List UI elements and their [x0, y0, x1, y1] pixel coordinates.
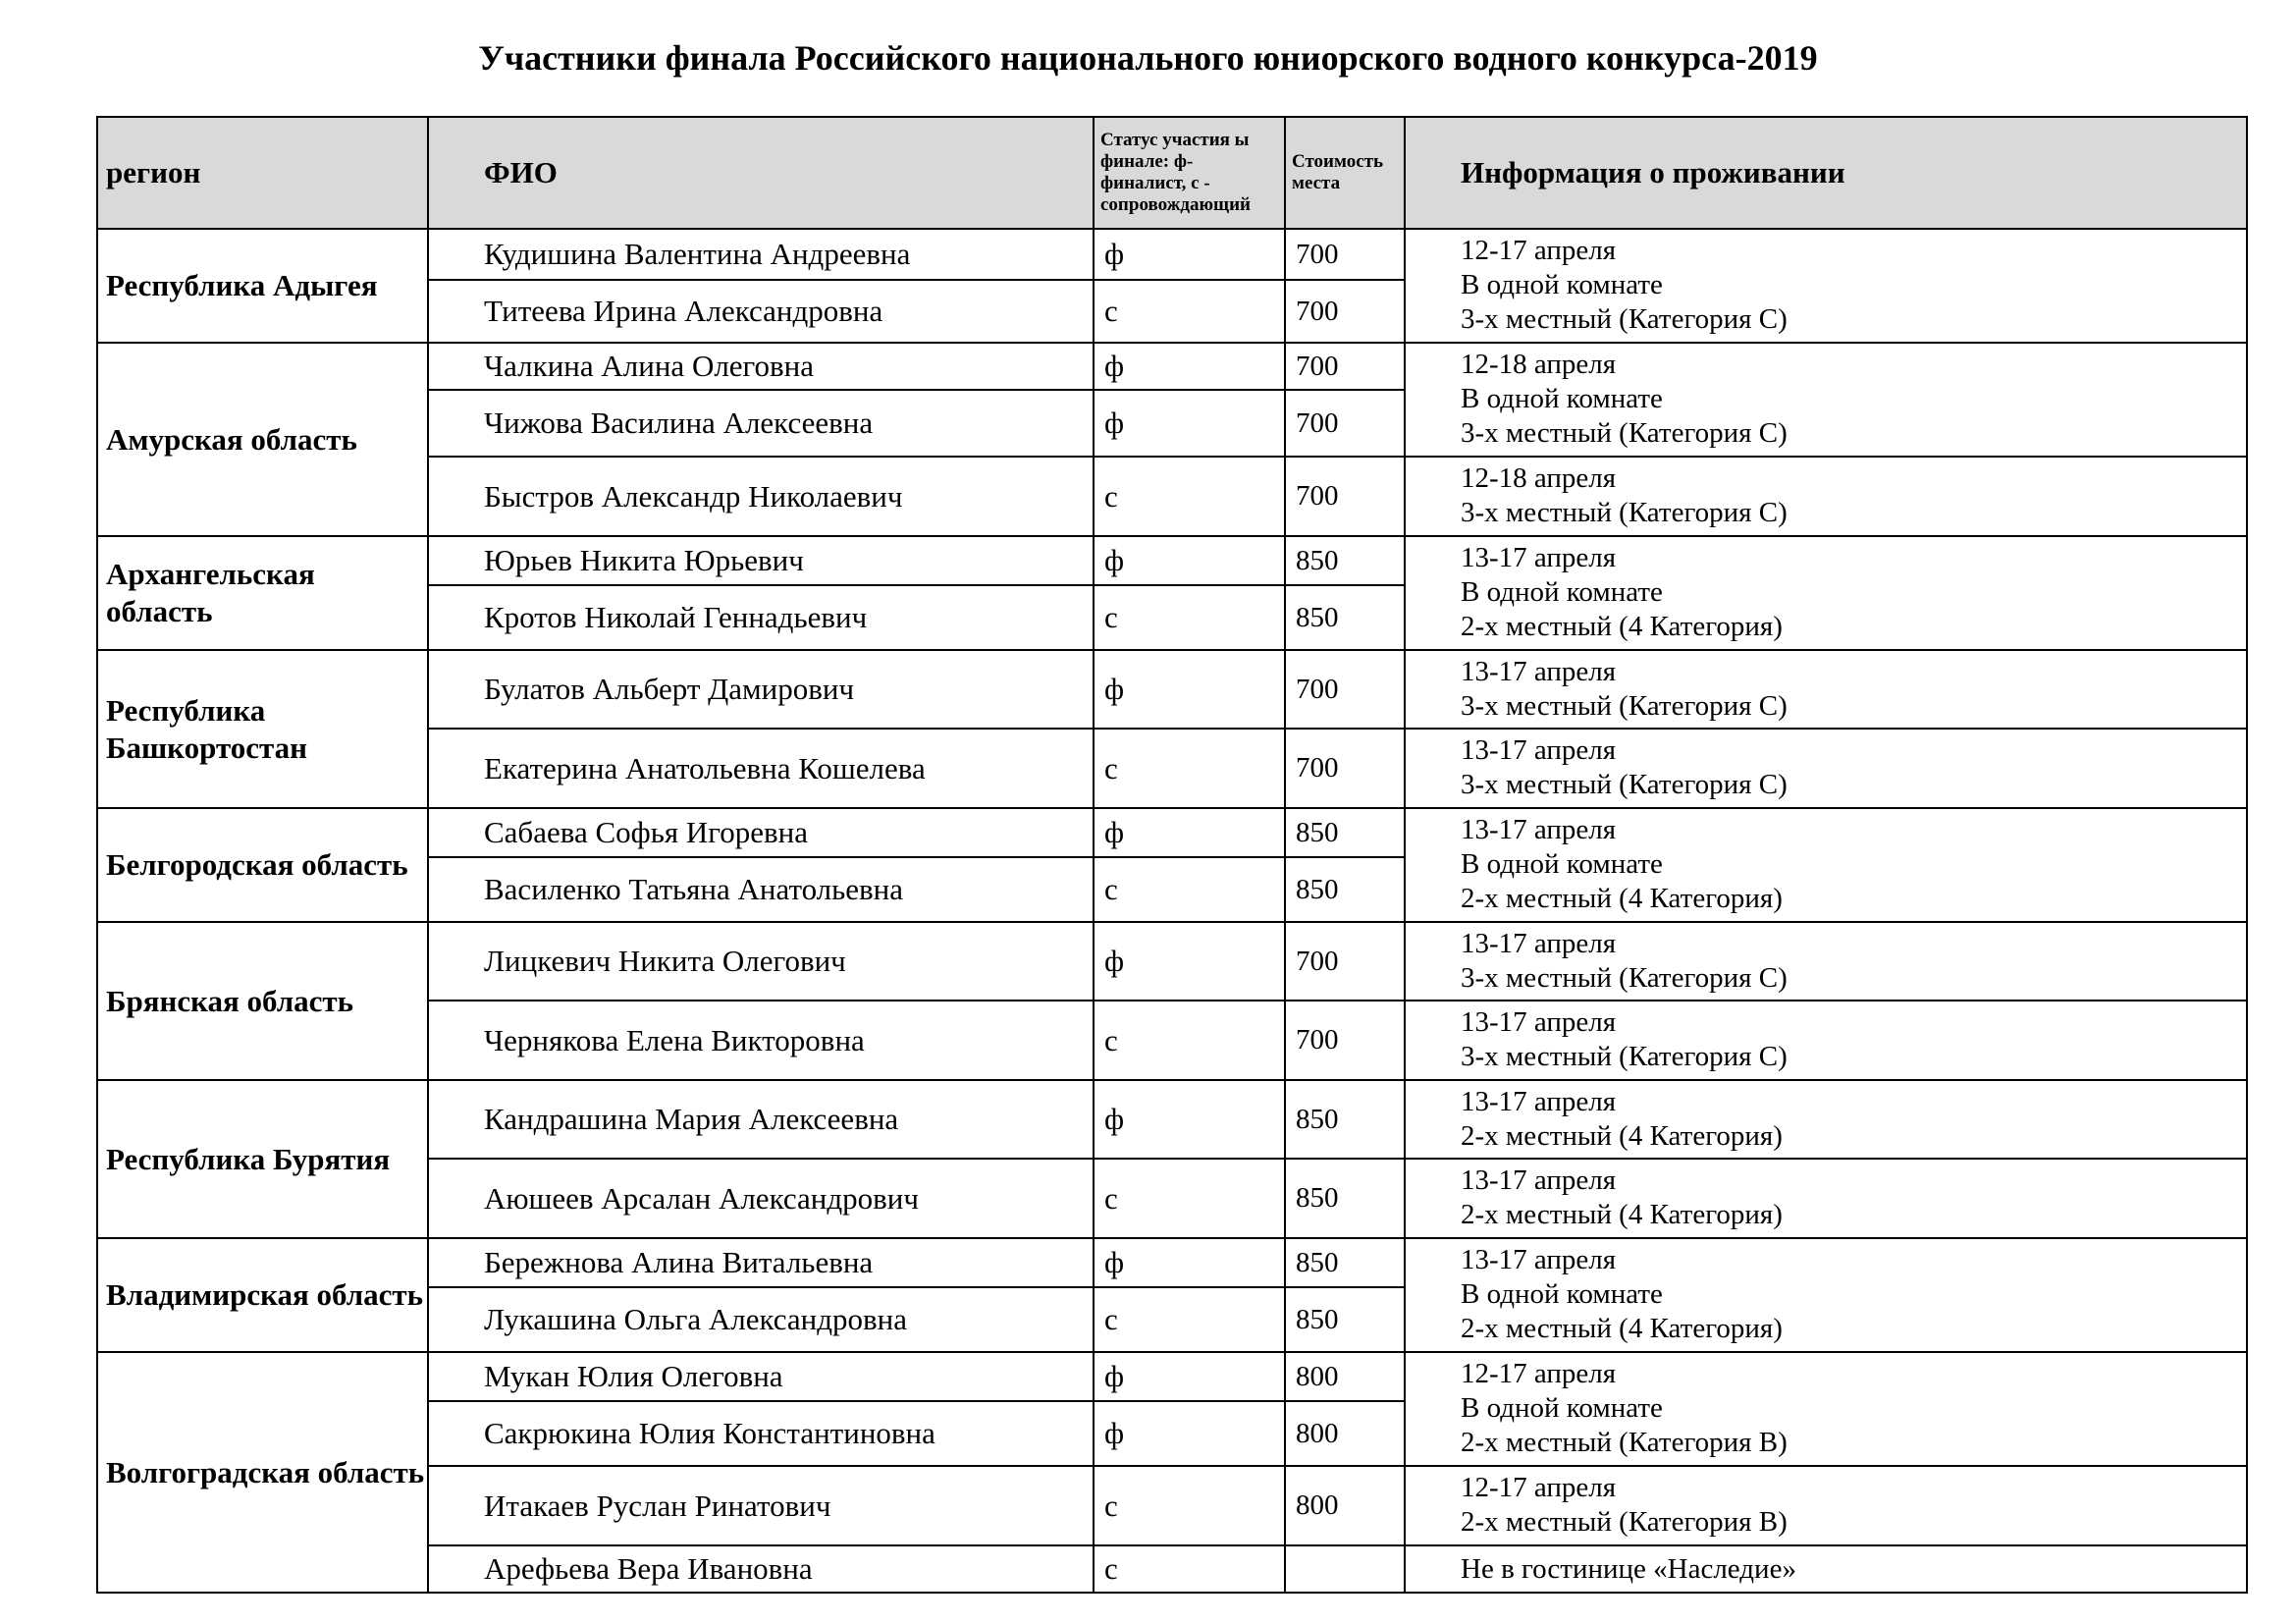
info-cell — [1405, 457, 2247, 536]
cost-cell: 700 — [1285, 922, 1405, 1001]
fio-cell: Быстров Александр Николаевич — [428, 457, 1094, 536]
region-cell: Волгоградская область — [97, 1352, 428, 1593]
info-line: 3-х местный (Категория С) — [1461, 417, 1788, 449]
info-line: 12-18 апреля — [1461, 349, 1617, 380]
info-line: В одной комнате — [1461, 576, 1663, 608]
info-line: 12-17 апреля — [1461, 235, 1617, 266]
table-row — [97, 808, 2247, 857]
fio-cell: Юрьев Никита Юрьевич — [428, 536, 1094, 585]
header-row — [97, 117, 2247, 229]
status-cell: ф — [1094, 1238, 1285, 1287]
region-cell: Амурская область — [97, 343, 428, 536]
info-cell — [1405, 1545, 2247, 1593]
fio-cell: Бережнова Алина Витальевна — [428, 1238, 1094, 1287]
info-line: В одной комнате — [1461, 848, 1663, 880]
info-cell — [1405, 1001, 2247, 1080]
status-cell: ф — [1094, 229, 1285, 280]
status-cell: ф — [1094, 1401, 1285, 1466]
cost-cell: 850 — [1285, 1238, 1405, 1287]
status-cell: с — [1094, 1545, 1285, 1593]
info-cell — [1405, 1238, 2247, 1352]
info-line: В одной комнате — [1461, 383, 1663, 414]
fio-cell: Чернякова Елена Викторовна — [428, 1001, 1094, 1080]
column-header-region: регион — [97, 117, 428, 229]
fio-cell: Итакаев Руслан Ринатович — [428, 1466, 1094, 1545]
fio-cell: Булатов Альберт Дамирович — [428, 650, 1094, 729]
fio-cell: Чижова Василина Алексеевна — [428, 390, 1094, 457]
fio-cell: Сакрюкина Юлия Константиновна — [428, 1401, 1094, 1466]
cost-cell: 850 — [1285, 808, 1405, 857]
column-header-status: Статус участия ы финале: ф- финалист, с - сопровождающий — [1094, 117, 1285, 229]
column-header-cost: Стоимость места — [1285, 117, 1405, 229]
fio-cell: Чалкина Алина Олеговна — [428, 343, 1094, 390]
info-line: 13-17 апреля — [1461, 1244, 1617, 1275]
cost-cell: 850 — [1285, 1159, 1405, 1238]
info-line: 2-х местный (Категория В) — [1461, 1506, 1788, 1538]
info-cell — [1405, 1080, 2247, 1159]
column-header-info: Информация о проживании — [1405, 117, 2247, 229]
info-line: 13-17 апреля — [1461, 1164, 1617, 1196]
info-line: 13-17 апреля — [1461, 542, 1617, 573]
info-cell — [1405, 1159, 2247, 1238]
cost-cell: 800 — [1285, 1352, 1405, 1401]
info-line: 13-17 апреля — [1461, 656, 1617, 687]
cost-cell: 800 — [1285, 1401, 1405, 1466]
status-cell: с — [1094, 1001, 1285, 1080]
info-cell — [1405, 1352, 2247, 1466]
info-cell — [1405, 1466, 2247, 1545]
info-cell — [1405, 922, 2247, 1001]
fio-cell: Лицкевич Никита Олегович — [428, 922, 1094, 1001]
status-cell: с — [1094, 729, 1285, 808]
fio-cell: Кандрашина Мария Алексеевна — [428, 1080, 1094, 1159]
info-line: 3-х местный (Категория С) — [1461, 690, 1788, 722]
info-cell — [1405, 229, 2247, 343]
cost-cell: 700 — [1285, 343, 1405, 390]
status-cell: ф — [1094, 922, 1285, 1001]
info-line: 2-х местный (4 Категория) — [1461, 1313, 1783, 1344]
status-cell: с — [1094, 1466, 1285, 1545]
info-cell — [1405, 343, 2247, 457]
fio-cell: Сабаева Софья Игоревна — [428, 808, 1094, 857]
status-cell: ф — [1094, 1352, 1285, 1401]
fio-cell: Василенко Татьяна Анатольевна — [428, 857, 1094, 922]
status-cell: с — [1094, 585, 1285, 650]
status-cell: с — [1094, 857, 1285, 922]
status-cell: с — [1094, 280, 1285, 343]
table-row — [97, 922, 2247, 1001]
cost-cell: 850 — [1285, 1287, 1405, 1352]
status-cell: с — [1094, 1287, 1285, 1352]
fio-cell: Арефьева Вера Ивановна — [428, 1545, 1094, 1593]
table-row — [97, 1238, 2247, 1287]
cost-cell: 850 — [1285, 536, 1405, 585]
region-cell: Республика Бурятия — [97, 1080, 428, 1238]
info-line: 12-18 апреля — [1461, 462, 1617, 494]
fio-cell: Кротов Николай Геннадьевич — [428, 585, 1094, 650]
fio-cell: Мукан Юлия Олеговна — [428, 1352, 1094, 1401]
cost-cell: 700 — [1285, 390, 1405, 457]
info-line: 3-х местный (Категория С) — [1461, 497, 1788, 528]
cost-cell: 850 — [1285, 857, 1405, 922]
status-cell: ф — [1094, 536, 1285, 585]
status-cell: ф — [1094, 650, 1285, 729]
status-cell: с — [1094, 1159, 1285, 1238]
region-cell: Белгородская область — [97, 808, 428, 922]
fio-cell: Кудишина Валентина Андреевна — [428, 229, 1094, 280]
info-line: 13-17 апреля — [1461, 814, 1617, 845]
info-line: В одной комнате — [1461, 269, 1663, 300]
info-line: 13-17 апреля — [1461, 734, 1617, 766]
region-cell: Республика Адыгея — [97, 229, 428, 343]
cost-cell: 700 — [1285, 280, 1405, 343]
status-cell: ф — [1094, 808, 1285, 857]
info-cell — [1405, 650, 2247, 729]
fio-cell: Екатерина Анатольевна Кошелева — [428, 729, 1094, 808]
cost-cell — [1285, 1545, 1405, 1593]
participants-table — [96, 116, 2248, 1594]
info-line: 3-х местный (Категория С) — [1461, 769, 1788, 800]
info-cell — [1405, 808, 2247, 922]
table-row — [97, 536, 2247, 585]
cost-cell: 700 — [1285, 1001, 1405, 1080]
info-line: 12-17 апреля — [1461, 1358, 1617, 1389]
info-line: 2-х местный (Категория В) — [1461, 1427, 1788, 1458]
page-title: Участники финала Российского национального юниорского водного конкурса-2019 — [478, 38, 1818, 78]
fio-cell: Титеева Ирина Александровна — [428, 280, 1094, 343]
info-line: В одной комнате — [1461, 1392, 1663, 1424]
region-cell: Брянская область — [97, 922, 428, 1080]
info-line: 2-х местный (4 Категория) — [1461, 1120, 1783, 1152]
info-line: В одной комнате — [1461, 1278, 1663, 1310]
info-line: 3-х местный (Категория С) — [1461, 303, 1788, 335]
info-line: 13-17 апреля — [1461, 1086, 1617, 1117]
info-line: 13-17 апреля — [1461, 1006, 1617, 1038]
info-line: Не в гостинице «Наследие» — [1461, 1552, 1796, 1585]
table-row — [97, 1080, 2247, 1159]
info-line: 13-17 апреля — [1461, 928, 1617, 959]
info-line: 12-17 апреля — [1461, 1472, 1617, 1503]
cost-cell: 700 — [1285, 729, 1405, 808]
table-row — [97, 1352, 2247, 1401]
status-cell: ф — [1094, 390, 1285, 457]
region-cell: Республика Башкортостан — [97, 650, 428, 808]
info-line: 3-х местный (Категория С) — [1461, 962, 1788, 994]
cost-cell: 850 — [1285, 1080, 1405, 1159]
table-row — [97, 229, 2247, 280]
info-cell — [1405, 729, 2247, 808]
cost-cell: 700 — [1285, 650, 1405, 729]
info-line: 3-х местный (Категория С) — [1461, 1041, 1788, 1072]
info-line: 2-х местный (4 Категория) — [1461, 611, 1783, 642]
column-header-fio: ФИО — [428, 117, 1094, 229]
table-row — [97, 343, 2247, 390]
table-row — [97, 650, 2247, 729]
region-cell: Архангельская область — [97, 536, 428, 650]
region-cell: Владимирская область — [97, 1238, 428, 1352]
cost-cell: 700 — [1285, 457, 1405, 536]
fio-cell: Аюшеев Арсалан Александрович — [428, 1159, 1094, 1238]
fio-cell: Лукашина Ольга Александровна — [428, 1287, 1094, 1352]
status-cell: с — [1094, 457, 1285, 536]
cost-cell: 850 — [1285, 585, 1405, 650]
status-cell: ф — [1094, 343, 1285, 390]
cost-cell: 800 — [1285, 1466, 1405, 1545]
cost-cell: 700 — [1285, 229, 1405, 280]
info-line: 2-х местный (4 Категория) — [1461, 883, 1783, 914]
info-cell — [1405, 536, 2247, 650]
info-line: 2-х местный (4 Категория) — [1461, 1199, 1783, 1230]
status-cell: ф — [1094, 1080, 1285, 1159]
